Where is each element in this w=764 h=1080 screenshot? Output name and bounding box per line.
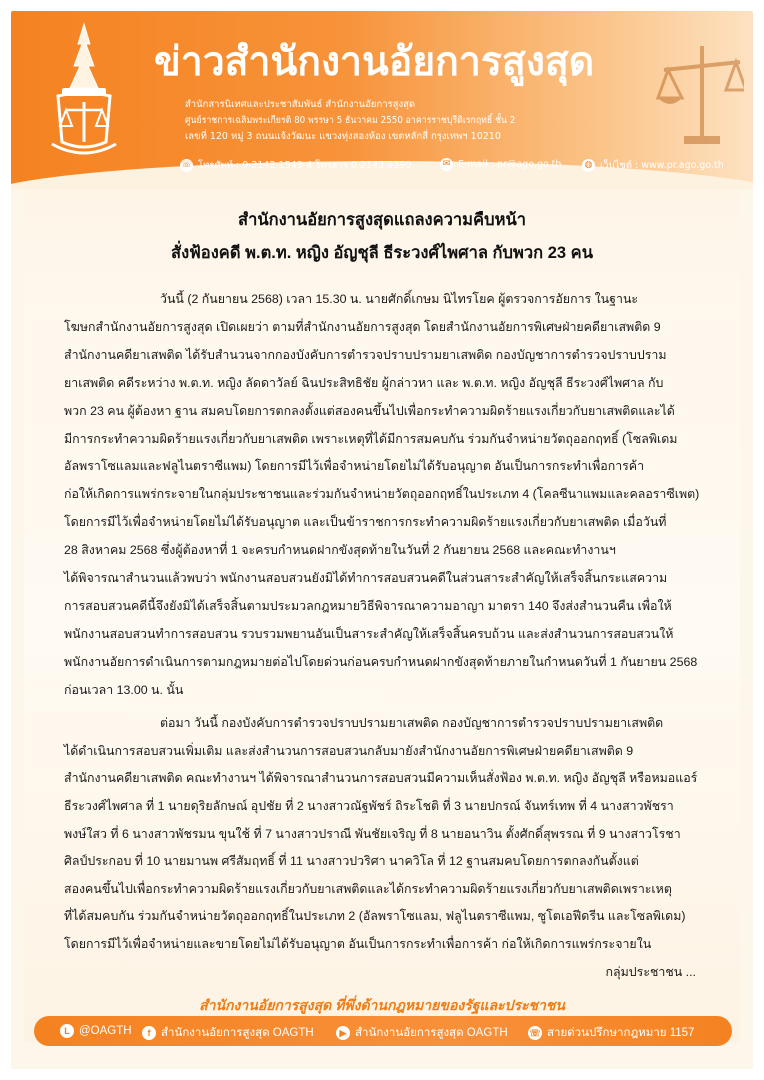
- footer-youtube[interactable]: [336, 1024, 508, 1042]
- body-line: สองคนขึ้นไปเพื่อกระทำความผิดร้ายแรงเกี่ยวกับยาเสพติดและได้กระทำความผิดร้ายแรงเกี่ยวกับยาเสพติดเพราะเหตุ: [64, 881, 672, 896]
- body-line: พวก 23 คน ผู้ต้องหา ฐาน สมคบโดยการตกลงตั้งแต่สองคนขึ้นไปเพื่อกระทำความผิดร้ายแรงเกี่ยวกับยาเสพติดและได้: [64, 403, 675, 418]
- office-emblem-icon: [38, 22, 130, 160]
- globe-icon: ◍: [582, 159, 595, 172]
- website-contact[interactable]: [582, 158, 724, 173]
- body-line: พนักงานอัยการดำเนินการตามกฎหมายต่อไปโดยด่วนก่อนครบกำหนดฝากขังสุดท้ายภายในกำหนดวันที่ 1 กันยายน 2568: [64, 654, 698, 669]
- body-line: โฆษกสำนักงานอัยการสูงสุด เปิดเผยว่า ตามที่สำนักงานอัยการสูงสุด โดยสำนักงานอัยการพิเศษฝ่ายคดียาเสพติด 9: [64, 319, 661, 334]
- body-line: วันนี้ (2 กันยายน 2568) เวลา 15.30 น. นายศักดิ์เกษม นิไทรโยค ผู้ตรวจการอัยการ ในฐานะ: [160, 292, 639, 306]
- department-line: สำนักสารนิเทศและประชาสัมพันธ์ สำนักงานอัยการสูงสุด: [185, 99, 416, 110]
- body-line: ธีระวงศ์ไพศาล ที่ 1 นายดุริยลักษณ์ อุปชัย ที่ 2 นางสาวณัฐพัชร์ ถิระโชติ ที่ 3 นายปกรณ์ จันทร์เทพ ที่ 4 นางสาวพัชรา: [64, 799, 674, 813]
- facebook-text[interactable]: สำนักงานอัยการสูงสุด OAGTH: [161, 1027, 314, 1039]
- body-line: ก่อนเวลา 13.00 น. นั้น: [64, 682, 184, 697]
- article-title-line-2: สั่งฟ้องคดี พ.ต.ท. หญิง อัญชุลี ธีระวงศ์ไพศาล กับพวก 23 คน: [171, 244, 593, 262]
- footer-slogan: สำนักงานอัยการสูงสุด ที่พึ่งด้านกฎหมายของรัฐและประชาชน: [199, 997, 565, 1013]
- body-line: โดยการมีไว้เพื่อจำหน่ายโดยไม่ได้รับอนุญาต และเป็นข้าราชการกระทำความผิดร้ายแรงเกี่ยวกับยาเสพติด เมื่อวันที่: [64, 515, 667, 530]
- body-line: ก่อให้เกิดการแพร่กระจายในกลุ่มประชาชนและร่วมกันจำหน่ายวัตถุออกฤทธิ์ในประเภท 4 (โคลซีนาแพมและคลอราซีเพต): [64, 487, 700, 502]
- body-line: ยาเสพติด คดีระหว่าง พ.ต.ท. หญิง ลัดดาวัลย์ ฉินประสิทธิชัย ผู้กล่าวหา และ พ.ต.ท. หญิง อัญชุลี ธีระวงศ์ไพศาล กับ: [64, 375, 664, 390]
- email-contact[interactable]: [440, 158, 561, 171]
- hotline-text[interactable]: สายด่วนปรึกษากฎหมาย 1157: [547, 1027, 695, 1039]
- body-line: สำนักงานคดียาเสพติด ได้รับสำนวนจากกองบังคับการตำรวจปราบปรามยาเสพติด กองบัญชาการตำรวจปราบปราม: [64, 347, 667, 362]
- body-line: การสอบสวนคดีนี้จึงยังมิได้เสร็จสิ้นตามประมวลกฎหมายวิธีพิจารณาความอาญา มาตรา 140 จึงส่งสำนวนคืน เพื่อให้: [64, 598, 672, 613]
- body-line: 28 สิงหาคม 2568 ซึ่งผู้ต้องหาที่ 1 จะครบกำหนดฝากขังสุดท้ายในวันที่ 2 กันยายน 2568 และคณะทำงานฯ: [64, 543, 616, 558]
- mail-icon: ✉: [440, 158, 453, 171]
- address-line-2: เลขที่ 120 หมู่ 3 ถนนแจ้งวัฒนะ แขวงทุ่งสองห้อง เขตหลักสี่ กรุงเทพฯ 10210: [185, 131, 501, 142]
- newsletter-title: ข่าวสำนักงานอัยการสูงสุด: [154, 39, 595, 85]
- phone-icon: ☏: [529, 1028, 541, 1038]
- body-line: โดยการมีไว้เพื่อจำหน่ายและขายโดยไม่ได้รับอนุญาต อันเป็นการกระทำเพื่อการค้า ก่อให้เกิดการแพร่กระจายใน: [64, 937, 652, 951]
- address-line-1: ศูนย์ราชการเฉลิมพระเกียรติ 80 พรรษา 5 ธันวาคม 2550 อาคารราชบุรีดิเรกฤทธิ์ ชั้น 2: [185, 115, 516, 126]
- body-line: พงษ์ใสว ที่ 6 นางสาวพัชรมน ขุนใช้ ที่ 7 นางสาวปราณี พันชัยเจริญ ที่ 8 นายอนาวิน ตั้งศักดิ์สุพรรณ ที่ 9 นางสาวโรชา: [64, 826, 681, 841]
- body-line: ที่ได้สมคบกัน ร่วมกันจำหน่ายวัตถุออกฤทธิ์ในประเภท 2 (อัลพราโซแลม, ฟลูไนตราซีแพม, ซูโตเอฟีดรีน และโซลพิเดม): [64, 909, 686, 924]
- body-line: ได้ดำเนินการสอบสวนเพิ่มเติม และส่งสำนวนการสอบสวนกลับมายังสำนักงานอัยการพิเศษฝ่ายคดียาเสพติด 9: [64, 743, 634, 758]
- body-line: ศิลป์ประกอบ ที่ 10 นายมานพ ศรีสัมฤทธิ์ ที่ 11 นางสาวปวริศา นาควิโล ที่ 12 ฐานสมคบโดยการตกลงกันตั้งแต่: [64, 854, 639, 869]
- website-text[interactable]: เว็บไซต์ : www.pr.ago.go.th: [600, 160, 724, 171]
- scales-of-justice-icon: [654, 40, 744, 150]
- phone-contact: [180, 158, 411, 173]
- article-title-line-1: สำนักงานอัยการสูงสุดแถลงความคืบหน้า: [238, 211, 526, 229]
- youtube-text[interactable]: สำนักงานอัยการสูงสุด OAGTH: [355, 1027, 508, 1039]
- line-account-text[interactable]: @OAGTH: [79, 1025, 132, 1037]
- body-line: ได้พิจารณาสำนวนแล้วพบว่า พนักงานสอบสวนยังมิได้ทำการสอบสวนคดีในส่วนสาระสำคัญให้เสร็จสิ้นกระแสความ: [64, 571, 668, 585]
- youtube-icon: ▶: [336, 1026, 350, 1040]
- line-icon: L: [60, 1024, 74, 1038]
- phone-icon: ☏: [180, 160, 193, 170]
- body-line: พนักงานสอบสวนทำการสอบสวน รวบรวมพยานอันเป็นสาระสำคัญให้เสร็จสิ้นครบถ้วน และส่งสำนวนการสอบสวนให้: [64, 626, 674, 641]
- email-text[interactable]: E-mail : pr@ago.go.th: [458, 159, 562, 170]
- body-line: สำนักงานคดียาเสพติด คณะทำงานฯ ได้พิจารณาสำนวนการสอบสวนมีความเห็นสั่งฟ้อง พ.ต.ท. หญิง อัญชุลี หรือหมอแอร์: [64, 771, 698, 786]
- footer-hotline[interactable]: [528, 1024, 694, 1042]
- body-line: มีการกระทำความผิดร้ายแรงเกี่ยวกับยาเสพติด เพราะเหตุที่ได้มีการสมคบกัน ร่วมกันจำหน่ายวัตถุออกฤทธิ์ (โซลพิเดม: [64, 431, 678, 446]
- footer-facebook[interactable]: [142, 1024, 314, 1042]
- footer-line-account[interactable]: [60, 1024, 132, 1038]
- body-line: ต่อมา วันนี้ กองบังคับการตำรวจปราบปรามยาเสพติด กองบัญชาการตำรวจปราบปรามยาเสพติด: [160, 716, 664, 731]
- facebook-icon: f: [142, 1026, 156, 1040]
- phone-text: โทรศัพท์ : 0 2142 1543-4 โทรสาร 0 2143 9390: [198, 160, 412, 171]
- body-line: อัลพราโซแลมและฟลูไนตราซีแพม) โดยการมีไว้เพื่อจำหน่ายโดยไม่ได้รับอนุญาต อันเป็นการกระทำเพื่อการค้า: [64, 459, 645, 474]
- body-line: กลุ่มประชาชน ...: [605, 964, 696, 979]
